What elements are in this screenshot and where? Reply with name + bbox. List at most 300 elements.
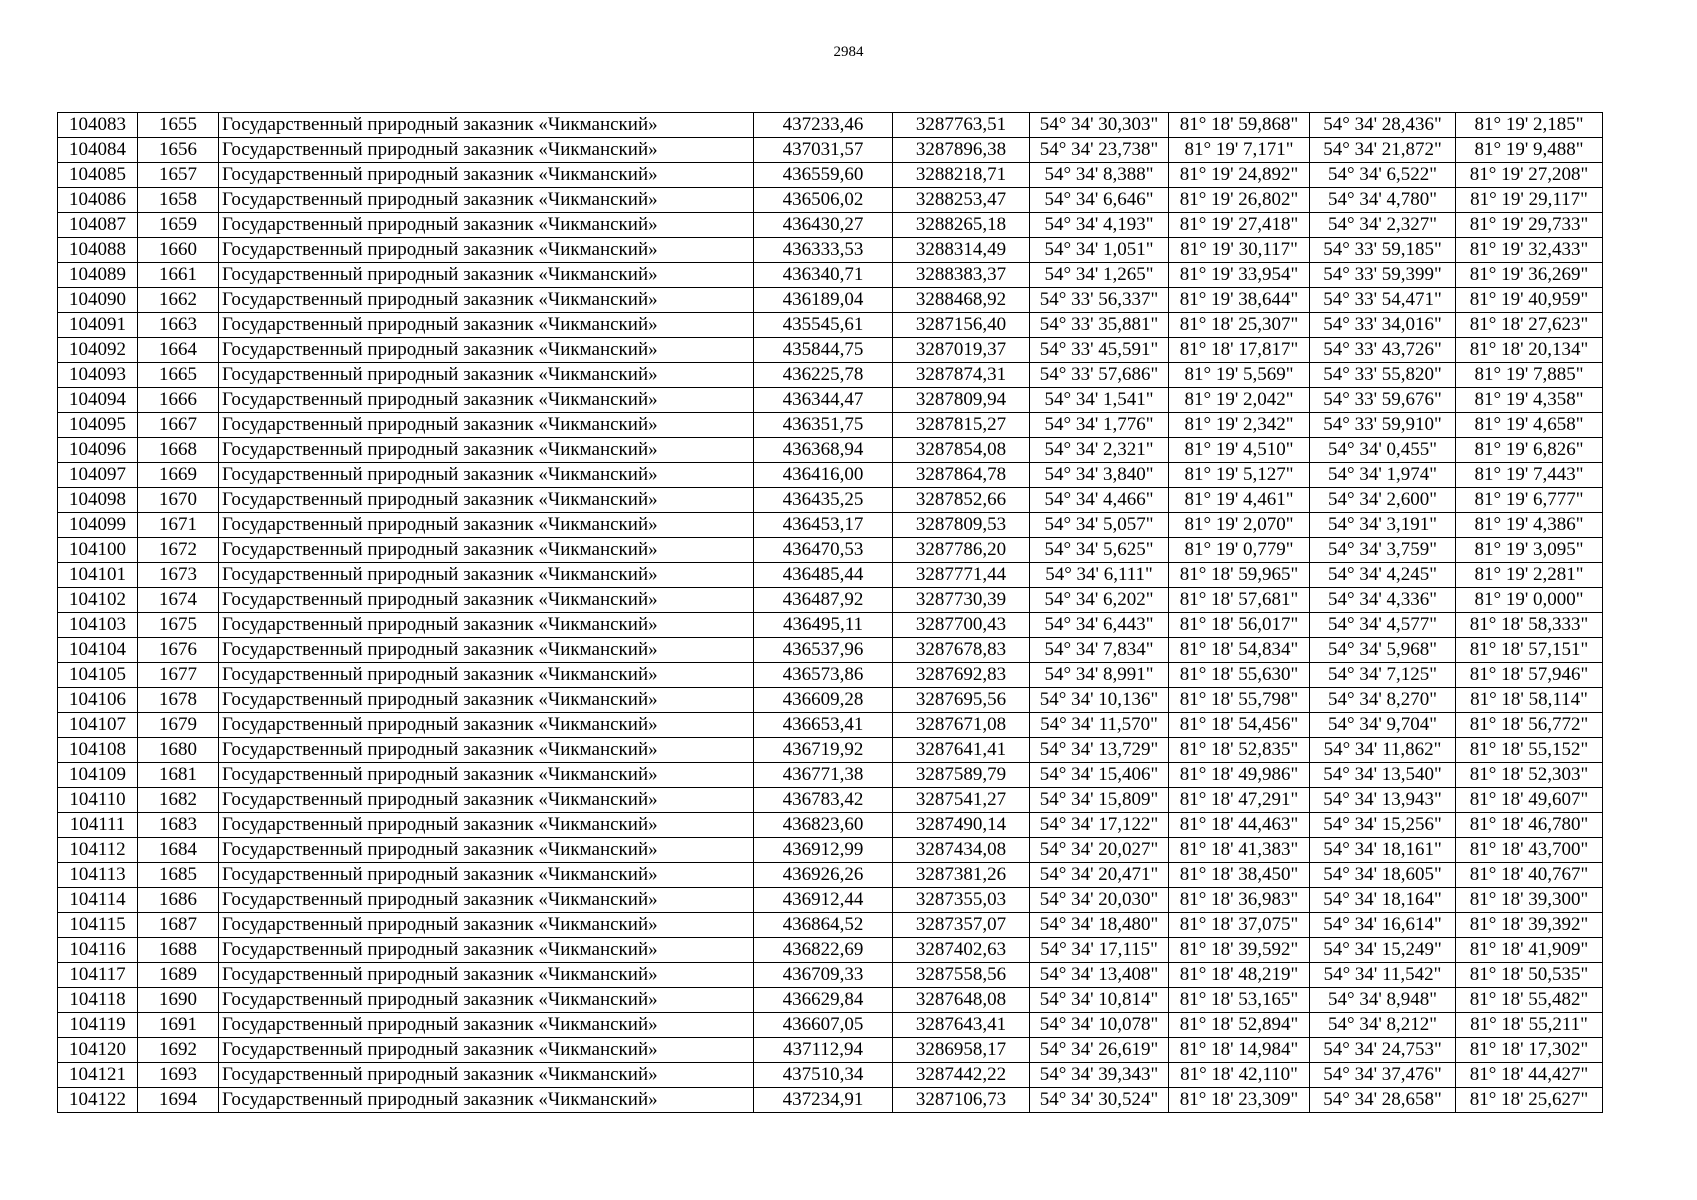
- table-row: [58, 788, 1603, 813]
- table-row: [58, 513, 1603, 538]
- cell-coord-x: 436607,05: [754, 1013, 893, 1038]
- cell-object-name: Государственный природный заказник «Чикманский»: [219, 163, 754, 188]
- cell-coord-x: 436719,92: [754, 738, 893, 763]
- cell-point-number: 1682: [138, 788, 219, 813]
- cell-record-id: 104106: [58, 688, 138, 713]
- cell-longitude-1: 81° 19' 27,418": [1169, 213, 1310, 238]
- cell-coord-x: 436506,02: [754, 188, 893, 213]
- cell-coord-x: 436559,60: [754, 163, 893, 188]
- cell-longitude-2: 81° 18' 56,772": [1456, 713, 1603, 738]
- cell-object-name: Государственный природный заказник «Чикманский»: [219, 288, 754, 313]
- cell-object-name: Государственный природный заказник «Чикманский»: [219, 863, 754, 888]
- cell-object-name: Государственный природный заказник «Чикманский»: [219, 463, 754, 488]
- cell-coord-y: 3287695,56: [893, 688, 1030, 713]
- cell-longitude-2: 81° 18' 58,114": [1456, 688, 1603, 713]
- cell-longitude-1: 81° 19' 4,510": [1169, 438, 1310, 463]
- cell-coord-x: 436823,60: [754, 813, 893, 838]
- cell-latitude-2: 54° 34' 18,164": [1310, 888, 1456, 913]
- cell-longitude-2: 81° 18' 58,333": [1456, 613, 1603, 638]
- cell-coord-x: 436771,38: [754, 763, 893, 788]
- cell-longitude-2: 81° 19' 2,281": [1456, 563, 1603, 588]
- cell-coord-y: 3287641,41: [893, 738, 1030, 763]
- cell-object-name: Государственный природный заказник «Чикманский»: [219, 663, 754, 688]
- cell-longitude-2: 81° 19' 4,386": [1456, 513, 1603, 538]
- cell-longitude-2: 81° 18' 27,623": [1456, 313, 1603, 338]
- cell-longitude-2: 81° 18' 55,211": [1456, 1013, 1603, 1038]
- cell-object-name: Государственный природный заказник «Чикманский»: [219, 563, 754, 588]
- cell-point-number: 1694: [138, 1088, 219, 1113]
- cell-latitude-1: 54° 34' 23,738": [1030, 138, 1169, 163]
- cell-latitude-1: 54° 34' 6,443": [1030, 613, 1169, 638]
- cell-object-name: Государственный природный заказник «Чикманский»: [219, 888, 754, 913]
- cell-record-id: 104097: [58, 463, 138, 488]
- cell-longitude-1: 81° 19' 5,569": [1169, 363, 1310, 388]
- cell-coord-x: 436822,69: [754, 938, 893, 963]
- cell-object-name: Государственный природный заказник «Чикманский»: [219, 1088, 754, 1113]
- cell-longitude-1: 81° 18' 36,983": [1169, 888, 1310, 913]
- cell-coord-x: 436344,47: [754, 388, 893, 413]
- cell-latitude-1: 54° 34' 5,625": [1030, 538, 1169, 563]
- cell-record-id: 104090: [58, 288, 138, 313]
- cell-longitude-1: 81° 19' 38,644": [1169, 288, 1310, 313]
- page-number: 2984: [833, 44, 864, 60]
- cell-object-name: Государственный природный заказник «Чикманский»: [219, 813, 754, 838]
- cell-latitude-2: 54° 34' 18,161": [1310, 838, 1456, 863]
- cell-record-id: 104084: [58, 138, 138, 163]
- cell-longitude-1: 81° 18' 54,456": [1169, 713, 1310, 738]
- cell-coord-y: 3288314,49: [893, 238, 1030, 263]
- cell-latitude-2: 54° 34' 4,336": [1310, 588, 1456, 613]
- table-row: [58, 363, 1603, 388]
- cell-coord-x: 436783,42: [754, 788, 893, 813]
- cell-latitude-1: 54° 34' 7,834": [1030, 638, 1169, 663]
- cell-coord-x: 436912,99: [754, 838, 893, 863]
- cell-point-number: 1673: [138, 563, 219, 588]
- cell-record-id: 104089: [58, 263, 138, 288]
- cell-latitude-2: 54° 34' 13,943": [1310, 788, 1456, 813]
- cell-coord-x: 436430,27: [754, 213, 893, 238]
- cell-longitude-2: 81° 19' 29,733": [1456, 213, 1603, 238]
- cell-latitude-2: 54° 34' 3,759": [1310, 538, 1456, 563]
- cell-coord-x: 436609,28: [754, 688, 893, 713]
- cell-longitude-2: 81° 18' 49,607": [1456, 788, 1603, 813]
- cell-object-name: Государственный природный заказник «Чикманский»: [219, 1063, 754, 1088]
- cell-coord-y: 3287874,31: [893, 363, 1030, 388]
- cell-longitude-2: 81° 19' 7,885": [1456, 363, 1603, 388]
- cell-longitude-1: 81° 18' 56,017": [1169, 613, 1310, 638]
- cell-object-name: Государственный природный заказник «Чикманский»: [219, 838, 754, 863]
- cell-record-id: 104108: [58, 738, 138, 763]
- cell-latitude-1: 54° 33' 56,337": [1030, 288, 1169, 313]
- cell-longitude-2: 81° 19' 0,000": [1456, 588, 1603, 613]
- cell-longitude-1: 81° 19' 24,892": [1169, 163, 1310, 188]
- cell-point-number: 1655: [138, 113, 219, 138]
- cell-record-id: 104098: [58, 488, 138, 513]
- cell-latitude-2: 54° 34' 15,256": [1310, 813, 1456, 838]
- cell-coord-x: 436573,86: [754, 663, 893, 688]
- cell-point-number: 1679: [138, 713, 219, 738]
- cell-longitude-2: 81° 19' 7,443": [1456, 463, 1603, 488]
- cell-latitude-2: 54° 33' 59,910": [1310, 413, 1456, 438]
- cell-coord-y: 3288468,92: [893, 288, 1030, 313]
- cell-coord-y: 3287763,51: [893, 113, 1030, 138]
- cell-coord-x: 437112,94: [754, 1038, 893, 1063]
- cell-longitude-2: 81° 19' 27,208": [1456, 163, 1603, 188]
- cell-coord-y: 3287771,44: [893, 563, 1030, 588]
- cell-latitude-1: 54° 33' 45,591": [1030, 338, 1169, 363]
- cell-point-number: 1681: [138, 763, 219, 788]
- cell-latitude-2: 54° 34' 2,327": [1310, 213, 1456, 238]
- cell-object-name: Государственный природный заказник «Чикманский»: [219, 738, 754, 763]
- cell-latitude-2: 54° 34' 6,522": [1310, 163, 1456, 188]
- cell-coord-x: 437234,91: [754, 1088, 893, 1113]
- cell-latitude-2: 54° 34' 2,600": [1310, 488, 1456, 513]
- cell-point-number: 1677: [138, 663, 219, 688]
- cell-coord-x: 436453,17: [754, 513, 893, 538]
- cell-longitude-2: 81° 19' 4,358": [1456, 388, 1603, 413]
- table-row: [58, 588, 1603, 613]
- cell-longitude-1: 81° 18' 49,986": [1169, 763, 1310, 788]
- cell-latitude-1: 54° 34' 20,471": [1030, 863, 1169, 888]
- cell-point-number: 1683: [138, 813, 219, 838]
- cell-coord-y: 3287678,83: [893, 638, 1030, 663]
- cell-latitude-2: 54° 34' 8,212": [1310, 1013, 1456, 1038]
- cell-coord-y: 3287106,73: [893, 1088, 1030, 1113]
- table-row: [58, 338, 1603, 363]
- cell-record-id: 104111: [58, 813, 138, 838]
- table-row: [58, 163, 1603, 188]
- cell-record-id: 104122: [58, 1088, 138, 1113]
- cell-record-id: 104092: [58, 338, 138, 363]
- table-row: [58, 763, 1603, 788]
- cell-coord-y: 3287381,26: [893, 863, 1030, 888]
- table-row: [58, 538, 1603, 563]
- table-row: [58, 1088, 1603, 1113]
- cell-coord-y: 3286958,17: [893, 1038, 1030, 1063]
- cell-point-number: 1675: [138, 613, 219, 638]
- cell-longitude-1: 81° 18' 59,965": [1169, 563, 1310, 588]
- cell-longitude-2: 81° 18' 46,780": [1456, 813, 1603, 838]
- cell-longitude-1: 81° 18' 41,383": [1169, 838, 1310, 863]
- cell-object-name: Государственный природный заказник «Чикманский»: [219, 513, 754, 538]
- cell-longitude-1: 81° 18' 25,307": [1169, 313, 1310, 338]
- cell-coord-x: 435844,75: [754, 338, 893, 363]
- cell-longitude-2: 81° 19' 6,777": [1456, 488, 1603, 513]
- cell-longitude-1: 81° 19' 33,954": [1169, 263, 1310, 288]
- cell-latitude-1: 54° 34' 6,111": [1030, 563, 1169, 588]
- cell-object-name: Государственный природный заказник «Чикманский»: [219, 963, 754, 988]
- table-row: [58, 963, 1603, 988]
- table-row: [58, 988, 1603, 1013]
- cell-longitude-1: 81° 18' 53,165": [1169, 988, 1310, 1013]
- cell-point-number: 1669: [138, 463, 219, 488]
- cell-record-id: 104109: [58, 763, 138, 788]
- cell-coord-x: 436340,71: [754, 263, 893, 288]
- cell-point-number: 1660: [138, 238, 219, 263]
- cell-point-number: 1664: [138, 338, 219, 363]
- cell-record-id: 104117: [58, 963, 138, 988]
- table-row: [58, 113, 1603, 138]
- table-row: [58, 913, 1603, 938]
- cell-latitude-1: 54° 34' 5,057": [1030, 513, 1169, 538]
- cell-longitude-1: 81° 18' 57,681": [1169, 588, 1310, 613]
- cell-record-id: 104086: [58, 188, 138, 213]
- cell-longitude-2: 81° 18' 52,303": [1456, 763, 1603, 788]
- cell-latitude-1: 54° 34' 30,524": [1030, 1088, 1169, 1113]
- cell-coord-y: 3288253,47: [893, 188, 1030, 213]
- cell-latitude-1: 54° 34' 13,729": [1030, 738, 1169, 763]
- cell-longitude-1: 81° 19' 0,779": [1169, 538, 1310, 563]
- cell-coord-y: 3287692,83: [893, 663, 1030, 688]
- cell-point-number: 1665: [138, 363, 219, 388]
- cell-record-id: 104091: [58, 313, 138, 338]
- cell-latitude-2: 54° 34' 4,577": [1310, 613, 1456, 638]
- cell-record-id: 104114: [58, 888, 138, 913]
- cell-latitude-2: 54° 34' 9,704": [1310, 713, 1456, 738]
- cell-coord-y: 3287854,08: [893, 438, 1030, 463]
- cell-longitude-2: 81° 18' 55,152": [1456, 738, 1603, 763]
- cell-latitude-2: 54° 33' 59,185": [1310, 238, 1456, 263]
- cell-latitude-1: 54° 34' 10,136": [1030, 688, 1169, 713]
- cell-latitude-2: 54° 34' 24,753": [1310, 1038, 1456, 1063]
- cell-longitude-2: 81° 18' 57,151": [1456, 638, 1603, 663]
- cell-coord-x: 436495,11: [754, 613, 893, 638]
- cell-coord-x: 436487,92: [754, 588, 893, 613]
- cell-coord-y: 3287809,53: [893, 513, 1030, 538]
- cell-latitude-1: 54° 34' 4,193": [1030, 213, 1169, 238]
- table-row: [58, 388, 1603, 413]
- cell-longitude-1: 81° 18' 54,834": [1169, 638, 1310, 663]
- cell-longitude-1: 81° 19' 26,802": [1169, 188, 1310, 213]
- cell-longitude-2: 81° 18' 43,700": [1456, 838, 1603, 863]
- cell-record-id: 104085: [58, 163, 138, 188]
- table-row: [58, 1063, 1603, 1088]
- cell-point-number: 1690: [138, 988, 219, 1013]
- cell-latitude-1: 54° 34' 15,406": [1030, 763, 1169, 788]
- cell-object-name: Государственный природный заказник «Чикманский»: [219, 263, 754, 288]
- cell-record-id: 104115: [58, 913, 138, 938]
- cell-longitude-2: 81° 19' 9,488": [1456, 138, 1603, 163]
- cell-record-id: 104104: [58, 638, 138, 663]
- cell-longitude-1: 81° 18' 39,592": [1169, 938, 1310, 963]
- cell-latitude-1: 54° 34' 6,202": [1030, 588, 1169, 613]
- cell-record-id: 104101: [58, 563, 138, 588]
- cell-latitude-1: 54° 34' 8,388": [1030, 163, 1169, 188]
- table-row: [58, 888, 1603, 913]
- cell-latitude-2: 54° 34' 15,249": [1310, 938, 1456, 963]
- cell-longitude-1: 81° 19' 2,070": [1169, 513, 1310, 538]
- cell-latitude-1: 54° 33' 35,881": [1030, 313, 1169, 338]
- cell-longitude-2: 81° 18' 44,427": [1456, 1063, 1603, 1088]
- cell-point-number: 1684: [138, 838, 219, 863]
- cell-coord-x: 436333,53: [754, 238, 893, 263]
- cell-coord-y: 3288218,71: [893, 163, 1030, 188]
- cell-latitude-1: 54° 34' 26,619": [1030, 1038, 1169, 1063]
- cell-latitude-2: 54° 33' 43,726": [1310, 338, 1456, 363]
- cell-object-name: Государственный природный заказник «Чикманский»: [219, 1013, 754, 1038]
- cell-latitude-2: 54° 34' 5,968": [1310, 638, 1456, 663]
- cell-object-name: Государственный природный заказник «Чикманский»: [219, 388, 754, 413]
- cell-latitude-1: 54° 34' 13,408": [1030, 963, 1169, 988]
- cell-latitude-1: 54° 34' 39,343": [1030, 1063, 1169, 1088]
- cell-latitude-1: 54° 34' 1,541": [1030, 388, 1169, 413]
- cell-longitude-1: 81° 18' 44,463": [1169, 813, 1310, 838]
- cell-record-id: 104113: [58, 863, 138, 888]
- cell-coord-y: 3288383,37: [893, 263, 1030, 288]
- cell-point-number: 1671: [138, 513, 219, 538]
- cell-record-id: 104120: [58, 1038, 138, 1063]
- cell-longitude-2: 81° 18' 39,392": [1456, 913, 1603, 938]
- cell-longitude-2: 81° 19' 40,959": [1456, 288, 1603, 313]
- cell-latitude-2: 54° 34' 4,780": [1310, 188, 1456, 213]
- cell-longitude-1: 81° 18' 42,110": [1169, 1063, 1310, 1088]
- cell-record-id: 104088: [58, 238, 138, 263]
- cell-longitude-1: 81° 19' 5,127": [1169, 463, 1310, 488]
- table-row: [58, 863, 1603, 888]
- cell-point-number: 1676: [138, 638, 219, 663]
- cell-latitude-2: 54° 34' 4,245": [1310, 563, 1456, 588]
- cell-record-id: 104102: [58, 588, 138, 613]
- cell-latitude-2: 54° 34' 8,270": [1310, 688, 1456, 713]
- cell-coord-y: 3287896,38: [893, 138, 1030, 163]
- cell-latitude-2: 54° 34' 3,191": [1310, 513, 1456, 538]
- cell-longitude-1: 81° 19' 30,117": [1169, 238, 1310, 263]
- cell-longitude-2: 81° 19' 2,185": [1456, 113, 1603, 138]
- coordinates-table: [57, 112, 1603, 1113]
- cell-longitude-2: 81° 18' 50,535": [1456, 963, 1603, 988]
- cell-record-id: 104099: [58, 513, 138, 538]
- cell-latitude-1: 54° 34' 1,776": [1030, 413, 1169, 438]
- cell-point-number: 1678: [138, 688, 219, 713]
- cell-latitude-2: 54° 33' 54,471": [1310, 288, 1456, 313]
- cell-record-id: 104112: [58, 838, 138, 863]
- cell-coord-y: 3287648,08: [893, 988, 1030, 1013]
- cell-coord-y: 3287442,22: [893, 1063, 1030, 1088]
- cell-object-name: Государственный природный заказник «Чикманский»: [219, 313, 754, 338]
- cell-latitude-1: 54° 34' 11,570": [1030, 713, 1169, 738]
- cell-longitude-2: 81° 19' 36,269": [1456, 263, 1603, 288]
- cell-point-number: 1680: [138, 738, 219, 763]
- cell-longitude-2: 81° 18' 40,767": [1456, 863, 1603, 888]
- cell-latitude-1: 54° 34' 17,115": [1030, 938, 1169, 963]
- cell-record-id: 104118: [58, 988, 138, 1013]
- cell-coord-x: 436629,84: [754, 988, 893, 1013]
- cell-coord-y: 3287434,08: [893, 838, 1030, 863]
- table-row: [58, 463, 1603, 488]
- table-row: [58, 238, 1603, 263]
- cell-object-name: Государственный природный заказник «Чикманский»: [219, 913, 754, 938]
- table-row: [58, 413, 1603, 438]
- cell-record-id: 104116: [58, 938, 138, 963]
- cell-coord-y: 3287355,03: [893, 888, 1030, 913]
- cell-coord-y: 3287357,07: [893, 913, 1030, 938]
- cell-latitude-1: 54° 34' 20,030": [1030, 888, 1169, 913]
- cell-coord-y: 3287815,27: [893, 413, 1030, 438]
- table-row: [58, 188, 1603, 213]
- cell-longitude-1: 81° 18' 55,630": [1169, 663, 1310, 688]
- cell-latitude-1: 54° 34' 20,027": [1030, 838, 1169, 863]
- cell-coord-y: 3287156,40: [893, 313, 1030, 338]
- cell-longitude-2: 81° 18' 55,482": [1456, 988, 1603, 1013]
- cell-latitude-2: 54° 34' 8,948": [1310, 988, 1456, 1013]
- cell-point-number: 1672: [138, 538, 219, 563]
- cell-coord-x: 436912,44: [754, 888, 893, 913]
- cell-latitude-1: 54° 34' 1,051": [1030, 238, 1169, 263]
- cell-coord-y: 3287809,94: [893, 388, 1030, 413]
- cell-longitude-1: 81° 19' 4,461": [1169, 488, 1310, 513]
- cell-point-number: 1666: [138, 388, 219, 413]
- cell-latitude-2: 54° 34' 11,542": [1310, 963, 1456, 988]
- cell-point-number: 1661: [138, 263, 219, 288]
- cell-object-name: Государственный природный заказник «Чикманский»: [219, 763, 754, 788]
- cell-latitude-1: 54° 34' 18,480": [1030, 913, 1169, 938]
- cell-point-number: 1674: [138, 588, 219, 613]
- cell-coord-x: 436864,52: [754, 913, 893, 938]
- table-row: [58, 738, 1603, 763]
- cell-coord-y: 3287541,27: [893, 788, 1030, 813]
- cell-object-name: Государственный природный заказник «Чикманский»: [219, 238, 754, 263]
- cell-coord-x: 436653,41: [754, 713, 893, 738]
- cell-latitude-2: 54° 33' 59,676": [1310, 388, 1456, 413]
- cell-latitude-1: 54° 34' 6,646": [1030, 188, 1169, 213]
- cell-object-name: Государственный природный заказник «Чикманский»: [219, 488, 754, 513]
- cell-longitude-1: 81° 18' 23,309": [1169, 1088, 1310, 1113]
- cell-coord-x: 437233,46: [754, 113, 893, 138]
- cell-object-name: Государственный природный заказник «Чикманский»: [219, 988, 754, 1013]
- cell-point-number: 1688: [138, 938, 219, 963]
- cell-latitude-2: 54° 33' 34,016": [1310, 313, 1456, 338]
- cell-record-id: 104105: [58, 663, 138, 688]
- cell-latitude-1: 54° 33' 57,686": [1030, 363, 1169, 388]
- cell-object-name: Государственный природный заказник «Чикманский»: [219, 213, 754, 238]
- cell-point-number: 1691: [138, 1013, 219, 1038]
- cell-coord-x: 436416,00: [754, 463, 893, 488]
- cell-object-name: Государственный природный заказник «Чикманский»: [219, 588, 754, 613]
- cell-object-name: Государственный природный заказник «Чикманский»: [219, 363, 754, 388]
- cell-longitude-2: 81° 19' 29,117": [1456, 188, 1603, 213]
- cell-point-number: 1685: [138, 863, 219, 888]
- cell-latitude-2: 54° 34' 0,455": [1310, 438, 1456, 463]
- table-row: [58, 288, 1603, 313]
- cell-record-id: 104094: [58, 388, 138, 413]
- cell-record-id: 104083: [58, 113, 138, 138]
- cell-longitude-2: 81° 19' 3,095": [1456, 538, 1603, 563]
- cell-longitude-1: 81° 18' 47,291": [1169, 788, 1310, 813]
- cell-coord-x: 436926,26: [754, 863, 893, 888]
- cell-longitude-1: 81° 18' 14,984": [1169, 1038, 1310, 1063]
- table-row: [58, 638, 1603, 663]
- cell-record-id: 104119: [58, 1013, 138, 1038]
- cell-longitude-2: 81° 18' 20,134": [1456, 338, 1603, 363]
- cell-longitude-1: 81° 19' 7,171": [1169, 138, 1310, 163]
- cell-record-id: 104100: [58, 538, 138, 563]
- table-row: [58, 313, 1603, 338]
- cell-longitude-1: 81° 18' 52,894": [1169, 1013, 1310, 1038]
- cell-point-number: 1670: [138, 488, 219, 513]
- cell-latitude-2: 54° 34' 13,540": [1310, 763, 1456, 788]
- cell-point-number: 1659: [138, 213, 219, 238]
- cell-coord-y: 3287671,08: [893, 713, 1030, 738]
- cell-latitude-2: 54° 34' 7,125": [1310, 663, 1456, 688]
- cell-coord-y: 3287786,20: [893, 538, 1030, 563]
- cell-coord-y: 3287864,78: [893, 463, 1030, 488]
- cell-latitude-2: 54° 34' 37,476": [1310, 1063, 1456, 1088]
- cell-longitude-2: 81° 18' 25,627": [1456, 1088, 1603, 1113]
- cell-object-name: Государственный природный заказник «Чикманский»: [219, 1038, 754, 1063]
- cell-coord-x: 436351,75: [754, 413, 893, 438]
- cell-point-number: 1656: [138, 138, 219, 163]
- cell-longitude-2: 81° 19' 4,658": [1456, 413, 1603, 438]
